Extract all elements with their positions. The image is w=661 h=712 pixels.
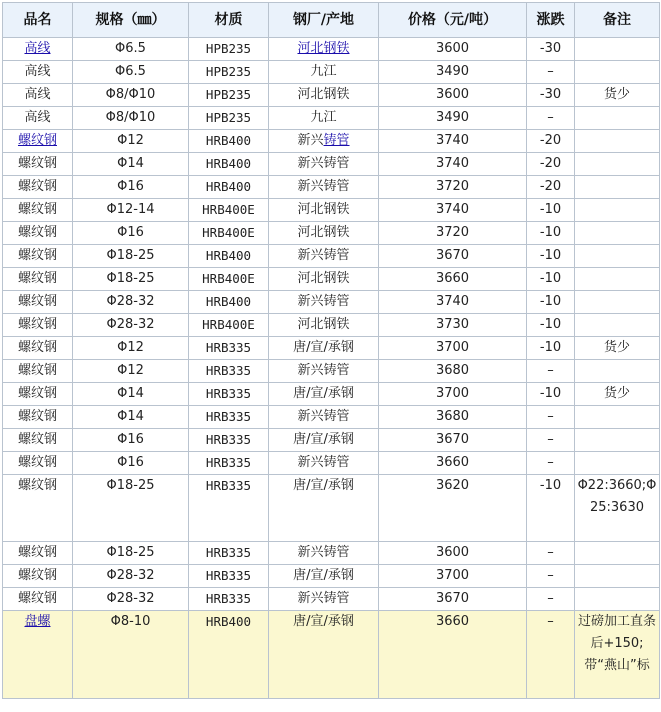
- cell-price: 3740: [379, 199, 527, 222]
- cell-material: HRB335: [189, 360, 269, 383]
- table-row: [3, 406, 660, 429]
- cell-change: –: [527, 542, 575, 565]
- cell-change: –: [527, 611, 575, 699]
- table-row: [3, 61, 660, 84]
- cell-price: 3680: [379, 360, 527, 383]
- cell-spec: Φ18-25: [73, 245, 189, 268]
- cell-spec: Φ8/Φ10: [73, 107, 189, 130]
- table-row: [3, 314, 660, 337]
- cell-name: [3, 38, 73, 61]
- cell-spec: Φ28-32: [73, 565, 189, 588]
- cell-material: HRB335: [189, 429, 269, 452]
- header-spec: 规格（㎜）: [73, 3, 189, 38]
- table-row: [3, 475, 660, 542]
- cell-change: –: [527, 360, 575, 383]
- cell-material: HRB400: [189, 291, 269, 314]
- cell-mill: 九江: [269, 107, 379, 130]
- cell-note: [575, 291, 660, 314]
- table-row: [3, 565, 660, 588]
- cell-note: Φ22:3660;Φ25:3630: [575, 475, 660, 542]
- header-change: 涨跌: [527, 3, 575, 38]
- cell-price: 3490: [379, 61, 527, 84]
- cell-name: 螺纹钢: [3, 429, 73, 452]
- cell-material: HRB335: [189, 565, 269, 588]
- cell-name: 螺纹钢: [3, 588, 73, 611]
- mill-link[interactable]: 铸管: [323, 133, 350, 148]
- header-note: 备注: [575, 3, 660, 38]
- cell-spec: Φ18-25: [73, 475, 189, 542]
- table-row: [3, 429, 660, 452]
- cell-mill: 新兴铸管: [269, 360, 379, 383]
- cell-spec: Φ28-32: [73, 314, 189, 337]
- cell-spec: Φ18-25: [73, 542, 189, 565]
- cell-note: [575, 61, 660, 84]
- cell-change: –: [527, 588, 575, 611]
- cell-name: 螺纹钢: [3, 475, 73, 542]
- cell-name: 螺纹钢: [3, 383, 73, 406]
- cell-material: HRB400E: [189, 199, 269, 222]
- cell-mill: 新兴铸管: [269, 245, 379, 268]
- cell-name: 螺纹钢: [3, 245, 73, 268]
- cell-spec: Φ14: [73, 406, 189, 429]
- cell-mill: 唐/宣/承钢: [269, 429, 379, 452]
- cell-note: [575, 268, 660, 291]
- header-price: 价格（元/吨）: [379, 3, 527, 38]
- cell-note: [575, 565, 660, 588]
- cell-name: 螺纹钢: [3, 153, 73, 176]
- cell-mill: 河北钢铁: [269, 314, 379, 337]
- cell-name: [3, 130, 73, 153]
- table-row: [3, 38, 660, 61]
- table-row: [3, 452, 660, 475]
- cell-mill: 新兴铸管: [269, 542, 379, 565]
- cell-price: 3670: [379, 245, 527, 268]
- cell-name: 螺纹钢: [3, 222, 73, 245]
- table-row: [3, 176, 660, 199]
- cell-change: -10: [527, 314, 575, 337]
- cell-price: 3600: [379, 542, 527, 565]
- cell-note: [575, 360, 660, 383]
- header-material: 材质: [189, 3, 269, 38]
- cell-change: -20: [527, 176, 575, 199]
- cell-name: 螺纹钢: [3, 406, 73, 429]
- cell-change: –: [527, 452, 575, 475]
- cell-price: 3660: [379, 611, 527, 699]
- cell-material: HRB400E: [189, 314, 269, 337]
- cell-price: 3700: [379, 337, 527, 360]
- cell-name: 螺纹钢: [3, 337, 73, 360]
- table-row: [3, 360, 660, 383]
- cell-change: -10: [527, 383, 575, 406]
- cell-note: [575, 542, 660, 565]
- cell-mill: 唐/宣/承钢: [269, 383, 379, 406]
- cell-price: 3700: [379, 383, 527, 406]
- cell-spec: Φ14: [73, 383, 189, 406]
- header-row: [3, 3, 660, 38]
- cell-price: 3670: [379, 429, 527, 452]
- cell-mill: 河北钢铁: [269, 268, 379, 291]
- cell-note: [575, 199, 660, 222]
- cell-note: 货少: [575, 337, 660, 360]
- table-row: [3, 383, 660, 406]
- cell-spec: Φ28-32: [73, 291, 189, 314]
- cell-note: [575, 314, 660, 337]
- table-row: [3, 107, 660, 130]
- cell-note: [575, 107, 660, 130]
- cell-material: HRB400: [189, 245, 269, 268]
- cell-note: 货少: [575, 84, 660, 107]
- cell-note: 货少: [575, 383, 660, 406]
- cell-price: 3620: [379, 475, 527, 542]
- cell-change: -10: [527, 268, 575, 291]
- cell-change: -10: [527, 475, 575, 542]
- cell-mill: 唐/宣/承钢: [269, 337, 379, 360]
- cell-material: HRB335: [189, 475, 269, 542]
- cell-price: 3600: [379, 38, 527, 61]
- mill-prefix: 新兴: [297, 133, 324, 148]
- cell-name: 高线: [3, 107, 73, 130]
- cell-material: HRB400E: [189, 268, 269, 291]
- cell-name: 螺纹钢: [3, 360, 73, 383]
- cell-name: 螺纹钢: [3, 452, 73, 475]
- cell-change: -10: [527, 199, 575, 222]
- cell-change: –: [527, 61, 575, 84]
- cell-change: –: [527, 429, 575, 452]
- cell-change: –: [527, 107, 575, 130]
- cell-name: 螺纹钢: [3, 268, 73, 291]
- table-row: [3, 611, 660, 699]
- cell-name: 高线: [3, 61, 73, 84]
- cell-price: 3660: [379, 268, 527, 291]
- cell-price: 3680: [379, 406, 527, 429]
- cell-change: -10: [527, 337, 575, 360]
- cell-note: [575, 245, 660, 268]
- cell-change: -10: [527, 291, 575, 314]
- cell-mill: 新兴铸管: [269, 406, 379, 429]
- table-row: [3, 588, 660, 611]
- cell-mill: 唐/宣/承钢: [269, 611, 379, 699]
- cell-material: HRB400: [189, 153, 269, 176]
- cell-name: 螺纹钢: [3, 542, 73, 565]
- cell-spec: Φ8/Φ10: [73, 84, 189, 107]
- cell-price: 3490: [379, 107, 527, 130]
- cell-spec: Φ6.5: [73, 61, 189, 84]
- cell-name: 螺纹钢: [3, 176, 73, 199]
- cell-change: -30: [527, 84, 575, 107]
- cell-change: –: [527, 565, 575, 588]
- cell-note: [575, 38, 660, 61]
- cell-change: -30: [527, 38, 575, 61]
- cell-material: HRB335: [189, 588, 269, 611]
- cell-name: 螺纹钢: [3, 314, 73, 337]
- cell-price: 3740: [379, 153, 527, 176]
- cell-note: [575, 406, 660, 429]
- product-name-link[interactable]: 高线: [24, 41, 51, 56]
- cell-spec: Φ12-14: [73, 199, 189, 222]
- cell-price: 3660: [379, 452, 527, 475]
- cell-spec: Φ12: [73, 337, 189, 360]
- cell-mill: 河北钢铁: [269, 222, 379, 245]
- cell-change: -10: [527, 222, 575, 245]
- cell-mill: 唐/宣/承钢: [269, 475, 379, 542]
- cell-material: HPB235: [189, 107, 269, 130]
- steel-price-table: [2, 2, 660, 699]
- cell-spec: Φ12: [73, 360, 189, 383]
- cell-name: 螺纹钢: [3, 199, 73, 222]
- cell-price: 3730: [379, 314, 527, 337]
- cell-price: 3670: [379, 588, 527, 611]
- cell-change: -20: [527, 153, 575, 176]
- cell-spec: Φ18-25: [73, 268, 189, 291]
- table-row: [3, 153, 660, 176]
- cell-price: 3740: [379, 130, 527, 153]
- header-mill: 钢厂/产地: [269, 3, 379, 38]
- cell-material: HRB335: [189, 542, 269, 565]
- mill-link[interactable]: 河北钢铁: [297, 41, 350, 56]
- cell-price: 3740: [379, 291, 527, 314]
- cell-material: HRB335: [189, 452, 269, 475]
- cell-note: [575, 588, 660, 611]
- product-name-link[interactable]: 盘螺: [24, 614, 51, 629]
- cell-mill: [269, 130, 379, 153]
- cell-mill: [269, 38, 379, 61]
- cell-spec: Φ28-32: [73, 588, 189, 611]
- cell-name: 螺纹钢: [3, 291, 73, 314]
- cell-spec: Φ16: [73, 176, 189, 199]
- cell-change: -10: [527, 245, 575, 268]
- cell-price: 3720: [379, 222, 527, 245]
- table-row: [3, 199, 660, 222]
- cell-spec: Φ8-10: [73, 611, 189, 699]
- cell-material: HPB235: [189, 61, 269, 84]
- cell-spec: Φ14: [73, 153, 189, 176]
- cell-material: HRB335: [189, 383, 269, 406]
- cell-material: HRB400E: [189, 222, 269, 245]
- cell-note: [575, 153, 660, 176]
- cell-name: [3, 611, 73, 699]
- cell-spec: Φ16: [73, 452, 189, 475]
- product-name-link[interactable]: 螺纹钢: [17, 133, 57, 148]
- cell-spec: Φ16: [73, 429, 189, 452]
- header-name: 品名: [3, 3, 73, 38]
- cell-note: [575, 222, 660, 245]
- cell-mill: 河北钢铁: [269, 84, 379, 107]
- cell-spec: Φ16: [73, 222, 189, 245]
- table-row: [3, 542, 660, 565]
- cell-note: [575, 176, 660, 199]
- cell-price: 3600: [379, 84, 527, 107]
- table-row: [3, 130, 660, 153]
- cell-material: HPB235: [189, 84, 269, 107]
- cell-price: 3700: [379, 565, 527, 588]
- cell-spec: Φ12: [73, 130, 189, 153]
- table-body: [3, 38, 660, 699]
- cell-material: HRB400: [189, 176, 269, 199]
- cell-mill: 九江: [269, 61, 379, 84]
- cell-price: 3720: [379, 176, 527, 199]
- cell-note: 过磅加工直条后+150;带“燕山”标: [575, 611, 660, 699]
- table-row: [3, 245, 660, 268]
- cell-mill: 唐/宣/承钢: [269, 565, 379, 588]
- cell-name: 高线: [3, 84, 73, 107]
- cell-mill: 新兴铸管: [269, 153, 379, 176]
- cell-note: [575, 429, 660, 452]
- table-row: [3, 84, 660, 107]
- cell-mill: 新兴铸管: [269, 588, 379, 611]
- cell-mill: 河北钢铁: [269, 199, 379, 222]
- cell-note: [575, 130, 660, 153]
- cell-material: HRB335: [189, 337, 269, 360]
- cell-material: HPB235: [189, 38, 269, 61]
- table-row: [3, 222, 660, 245]
- cell-name: 螺纹钢: [3, 565, 73, 588]
- table-row: [3, 268, 660, 291]
- cell-mill: 新兴铸管: [269, 452, 379, 475]
- cell-change: –: [527, 406, 575, 429]
- cell-spec: Φ6.5: [73, 38, 189, 61]
- cell-material: HRB335: [189, 406, 269, 429]
- cell-material: HRB400: [189, 130, 269, 153]
- table-row: [3, 337, 660, 360]
- cell-note: [575, 452, 660, 475]
- table-row: [3, 291, 660, 314]
- cell-change: -20: [527, 130, 575, 153]
- cell-mill: 新兴铸管: [269, 291, 379, 314]
- cell-mill: 新兴铸管: [269, 176, 379, 199]
- cell-material: HRB400: [189, 611, 269, 699]
